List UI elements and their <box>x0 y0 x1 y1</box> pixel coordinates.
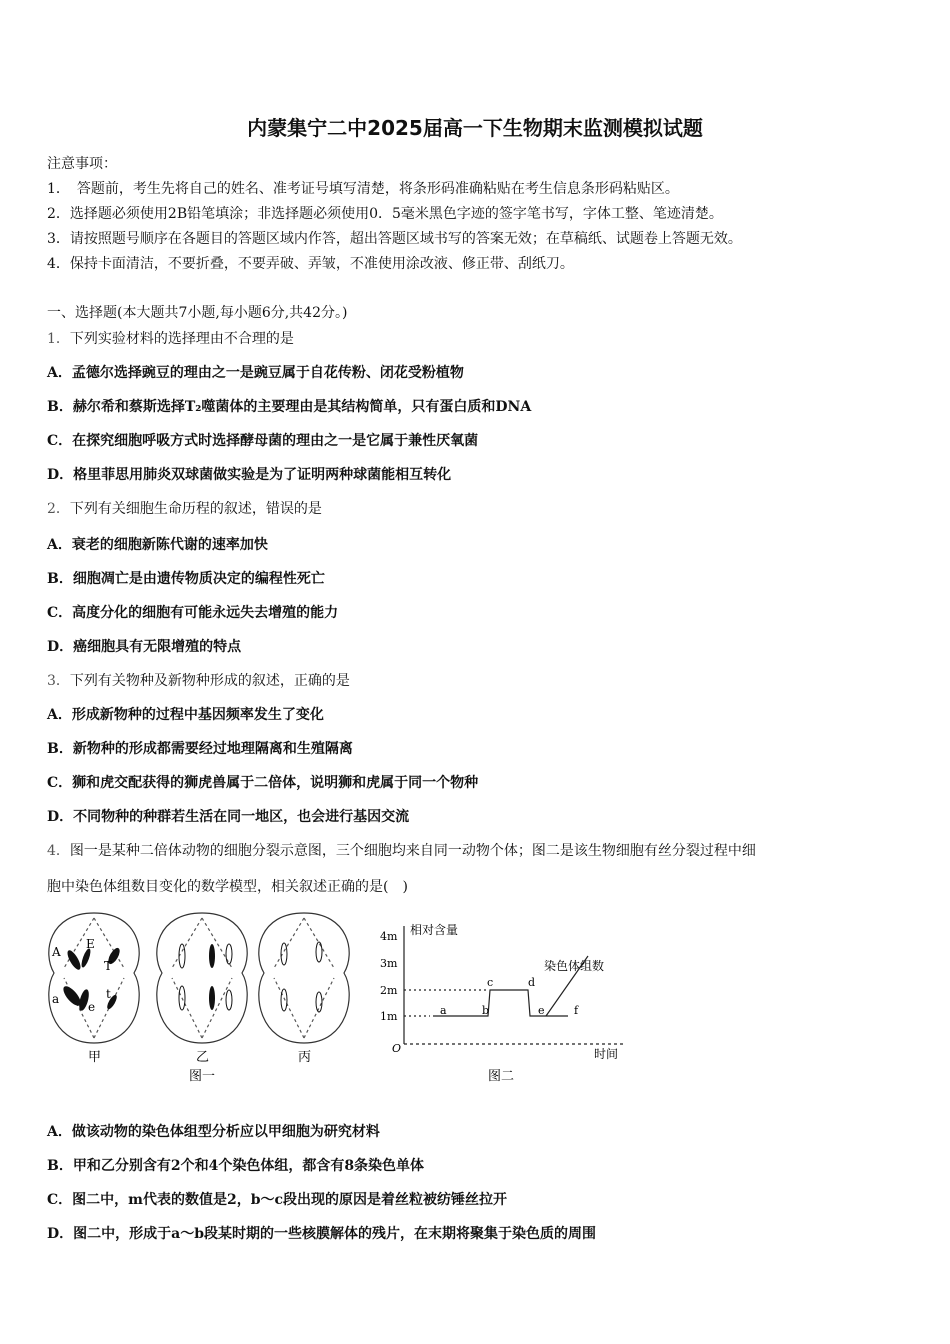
notice-item: 3．请按照题号顺序在各题目的答题区域内作答，超出答题区域书写的答案无效；在草稿纸、试题卷上答题无效。 <box>47 231 742 247</box>
question-number: 4． <box>47 843 70 859</box>
option-c: C．狮和虎交配获得的狮虎兽属于二倍体，说明狮和虎属于同一个物种 <box>47 775 479 791</box>
question-text: 下列有关物种及新物种形成的叙述，正确的是 <box>69 673 350 689</box>
series-line <box>433 990 568 1016</box>
section-heading: 一、选择题(本大题共7小题,每小题6分,共42分。) <box>47 305 348 321</box>
option-c: C．图二中，m代表的数值是2，b～c段出现的原因是着丝粒被纺锤丝拉开 <box>47 1192 508 1208</box>
chromosome <box>316 942 322 962</box>
origin-label: O <box>392 1042 402 1055</box>
option-c: C．高度分化的细胞有可能永远失去增殖的能力 <box>47 605 339 621</box>
marker-label: A <box>52 945 61 959</box>
cell-jia-outline <box>49 913 139 1043</box>
option-b: B．细胞凋亡是由遗传物质决定的编程性死亡 <box>47 571 325 587</box>
figure-2-caption: 图二 <box>488 1069 515 1084</box>
question-text: 下列实验材料的选择理由不合理的是 <box>69 331 294 347</box>
question-number: 2． <box>47 501 70 517</box>
question-1-stem <box>47 328 294 348</box>
chromosome <box>209 986 215 1010</box>
notice-heading: 注意事项： <box>47 156 117 172</box>
question-3-stem <box>47 670 350 690</box>
option-b: B．赫尔希和蔡斯选择T₂噬菌体的主要理由是其结构简单，只有蛋白质和DNA <box>47 399 532 415</box>
notice-item: 4．保持卡面清洁，不要折叠，不要弄破、弄皱，不准使用涂改液、修正带、刮纸刀。 <box>47 256 574 272</box>
chromosome <box>226 944 232 964</box>
figure-2 <box>378 918 638 1088</box>
question-4-stem <box>47 840 756 860</box>
chromosome <box>179 944 185 968</box>
option-a: A．衰老的细胞新陈代谢的速率加快 <box>47 537 268 553</box>
chromosome <box>209 944 215 968</box>
chromosome <box>281 989 287 1011</box>
marker-label: a <box>52 992 60 1006</box>
figure-1 <box>44 908 364 1088</box>
marker-label: E <box>86 937 95 951</box>
question-number: 1． <box>47 331 70 347</box>
option-a: A．形成新物种的过程中基因频率发生了变化 <box>47 707 324 723</box>
y-axis-label: 相对含量 <box>410 923 459 937</box>
option-a: A．做该动物的染色体组型分析应以甲细胞为研究材料 <box>47 1124 380 1140</box>
option-d: D．图二中，形成于a～b段某时期的一些核膜解体的残片，在末期将聚集于染色质的周围 <box>47 1226 596 1242</box>
y-tick: 1m <box>380 1010 398 1023</box>
cell-label: 乙 <box>196 1050 210 1065</box>
y-tick: 3m <box>380 957 398 970</box>
option-d: D．不同物种的种群若生活在同一地区，也会进行基因交流 <box>47 809 410 825</box>
point-label: b <box>482 1004 490 1017</box>
page-title: 内蒙集宁二中2025届高一下生物期末监测模拟试题 <box>247 116 703 140</box>
question-2-stem <box>47 498 322 518</box>
chromosome <box>65 948 83 971</box>
point-label: d <box>528 976 536 989</box>
marker-label: e <box>88 1000 96 1014</box>
figure-1-caption: 图一 <box>189 1069 216 1084</box>
option-a: A．孟德尔选择豌豆的理由之一是豌豆属于自花传粉、闭花受粉植物 <box>47 365 464 381</box>
series-label: 染色体组数 <box>544 959 605 973</box>
option-c: C．在探究细胞呼吸方式时选择酵母菌的理由之一是它属于兼性厌氧菌 <box>47 433 479 449</box>
x-axis-label: 时间 <box>594 1047 619 1061</box>
option-b: B．新物种的形成都需要经过地理隔离和生殖隔离 <box>47 741 353 757</box>
point-label: f <box>574 1004 579 1017</box>
option-d: D．格里菲思用肺炎双球菌做实验是为了证明两种球菌能相互转化 <box>47 467 452 483</box>
marker-label: T <box>104 959 113 973</box>
option-d: D．癌细胞具有无限增殖的特点 <box>47 639 242 655</box>
point-label: e <box>538 1004 545 1017</box>
cell-label: 甲 <box>88 1050 102 1065</box>
cell-bing-outline <box>259 913 349 1043</box>
marker-label: t <box>106 987 111 1001</box>
y-tick: 4m <box>380 930 398 943</box>
notice-item: 2．选择题必须使用2B铅笔填涂；非选择题必须使用0．5毫米黑色字迹的签字笔书写，字体工整、笔迹清楚。 <box>47 206 723 222</box>
question-number: 3． <box>47 673 70 689</box>
cell-yi-outline <box>157 913 247 1043</box>
question-4-stem-cont: 胞中染色体组数目变化的数学模型，相关叙述正确的是( ) <box>47 879 408 895</box>
question-text: 图一是某种二倍体动物的细胞分裂示意图，三个细胞均来自同一动物个体；图二是该生物细胞有丝分裂过程中细 <box>69 843 756 859</box>
point-label: a <box>440 1004 447 1017</box>
cell-label: 丙 <box>298 1050 312 1065</box>
notice-item: 1． 答题前，考生先将自己的姓名、准考证号填写清楚，将条形码准确粘贴在考生信息条形码粘贴区。 <box>47 181 679 197</box>
y-tick: 2m <box>380 984 398 997</box>
option-b: B．甲和乙分别含有2个和4个染色体组，都含有8条染色单体 <box>47 1158 425 1174</box>
question-text: 下列有关细胞生命历程的叙述，错误的是 <box>69 501 322 517</box>
point-label: c <box>487 976 494 989</box>
chromosome <box>226 990 232 1010</box>
